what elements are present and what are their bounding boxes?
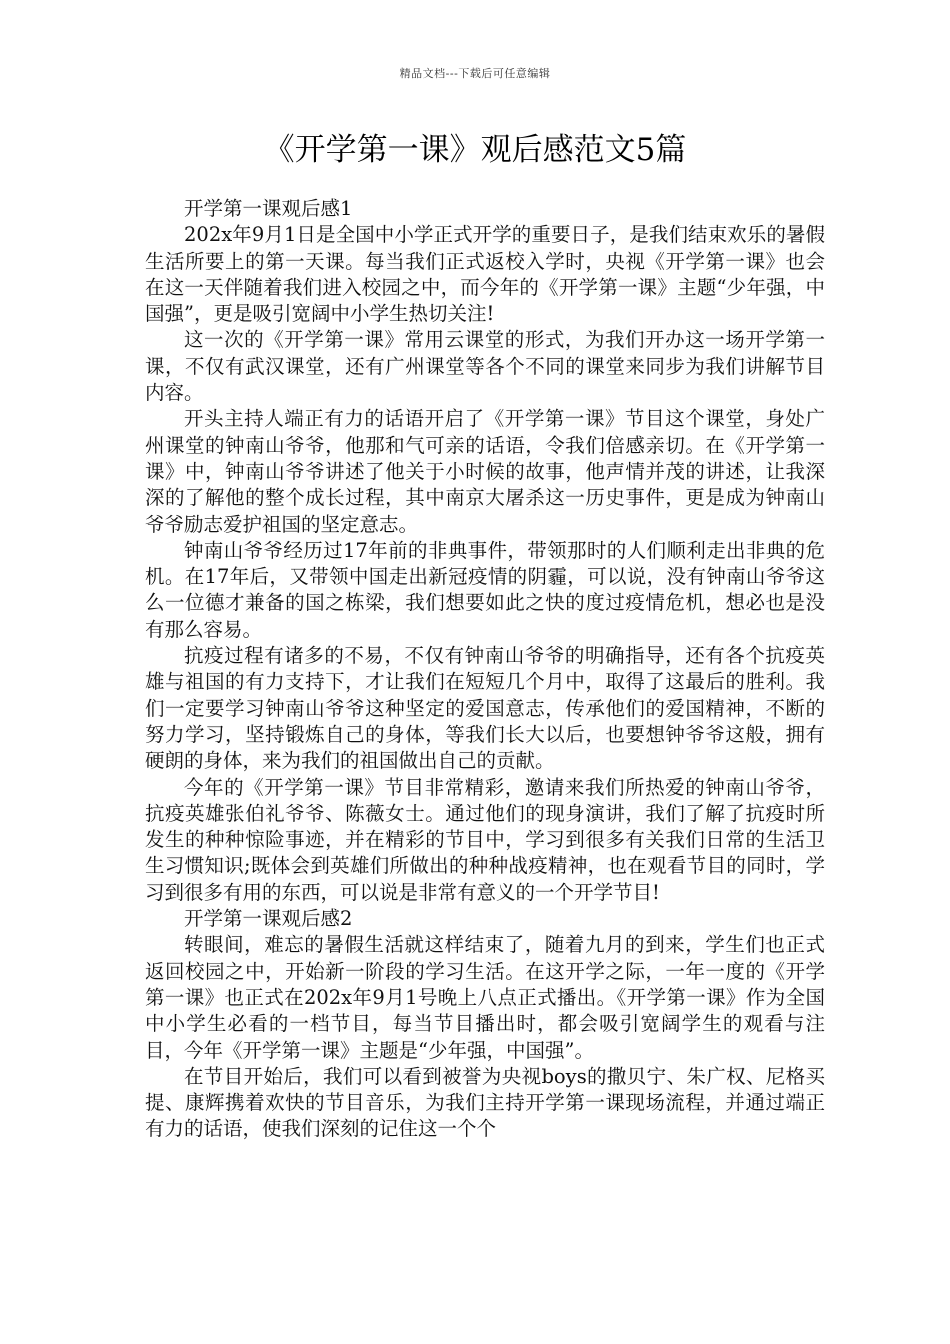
- document-body: [145, 196, 825, 1143]
- section-heading: 开学第一课观后感2: [184, 907, 353, 931]
- paragraph: 开头主持人端正有力的话语开启了《开学第一课》节目这个课堂，身处广州课堂的钟南山爷爷，他那和气可亲的话语，令我们倍感亲切。在《开学第一课》中，钟南山爷爷讲述了他关于小时候的故事，他声情并茂的讲述，让我深深的了解他的整个成长过程，其中南京大屠杀这一历史事件，更是成为钟南山爷爷励志爱护祖国的坚定意志。: [145, 407, 825, 536]
- paragraph: 钟南山爷爷经历过17年前的非典事件，带领那时的人们顺利走出非典的危机。在17年后，又带领中国走出新冠疫情的阴霾，可以说，没有钟南山爷爷这么一位德才兼备的国之栋梁，我们想要如此之快的度过疫情危机，想必也是没有那么容易。: [145, 538, 825, 641]
- header-note: 精品文档---下载后可任意编辑: [399, 67, 551, 80]
- paragraph: 今年的《开学第一课》节目非常精彩，邀请来我们所热爱的钟南山爷爷，抗疫英雄张伯礼爷爷、陈薇女士。通过他们的现身演讲，我们了解了抗疫时所发生的种种惊险事迹，并在精彩的节目中，学习到很多有关我们日常的生活卫生习惯知识;既体会到英雄们所做出的种种战疫精神，也在观看节目的同时，学习到很多有用的东西，可以说是非常有意义的一个开学节目!: [145, 775, 825, 904]
- paragraph: 这一次的《开学第一课》常用云课堂的形式，为我们开办这一场开学第一课，不仅有武汉课堂，还有广州课堂等各个不同的课堂来同步为我们讲解节目内容。: [145, 328, 825, 405]
- document-title: 《开学第一课》观后感范文5篇: [263, 132, 687, 168]
- section-heading: 开学第一课观后感1: [184, 197, 353, 220]
- paragraph: 转眼间，难忘的暑假生活就这样结束了，随着九月的到来，学生们也正式返回校园之中，开始新一阶段的学习生活。在这开学之际，一年一度的《开学第一课》也正式在202x年9月1号晚上八点正式播出。《开学第一课》作为全国中小学生必看的一档节目，每当节目播出时，都会吸引宽阔学生的观看与注目，今年《开学第一课》主题是“少年强，中国强”。: [145, 933, 825, 1062]
- paragraph: 抗疫过程有诸多的不易，不仅有钟南山爷爷的明确指导，还有各个抗疫英雄与祖国的有力支持下，才让我们在短短几个月中，取得了这最后的胜利。我们一定要学习钟南山爷爷这种坚定的爱国意志，传承他们的爱国精神，不断的努力学习，坚持锻炼自己的身体，等我们长大以后，也要想钟爷爷这般，拥有硬朗的身体，来为我们的祖国做出自己的贡献。: [145, 644, 825, 773]
- paragraph: 202x年9月1日是全国中小学正式开学的重要日子，是我们结束欢乐的暑假生活所要上的第一天课。每当我们正式返校入学时，央视《开学第一课》也会在这一天伴随着我们进入校园之中，而今年的《开学第一课》主题“少年强，中国强”，更是吸引宽阔中小学生热切关注!: [145, 223, 825, 326]
- paragraph: 在节目开始后，我们可以看到被誉为央视boys的撒贝宁、朱广权、尼格买提、康辉携着欢快的节目音乐，为我们主持开学第一课现场流程，并通过端正有力的话语，使我们深刻的记住这一个个: [145, 1064, 825, 1141]
